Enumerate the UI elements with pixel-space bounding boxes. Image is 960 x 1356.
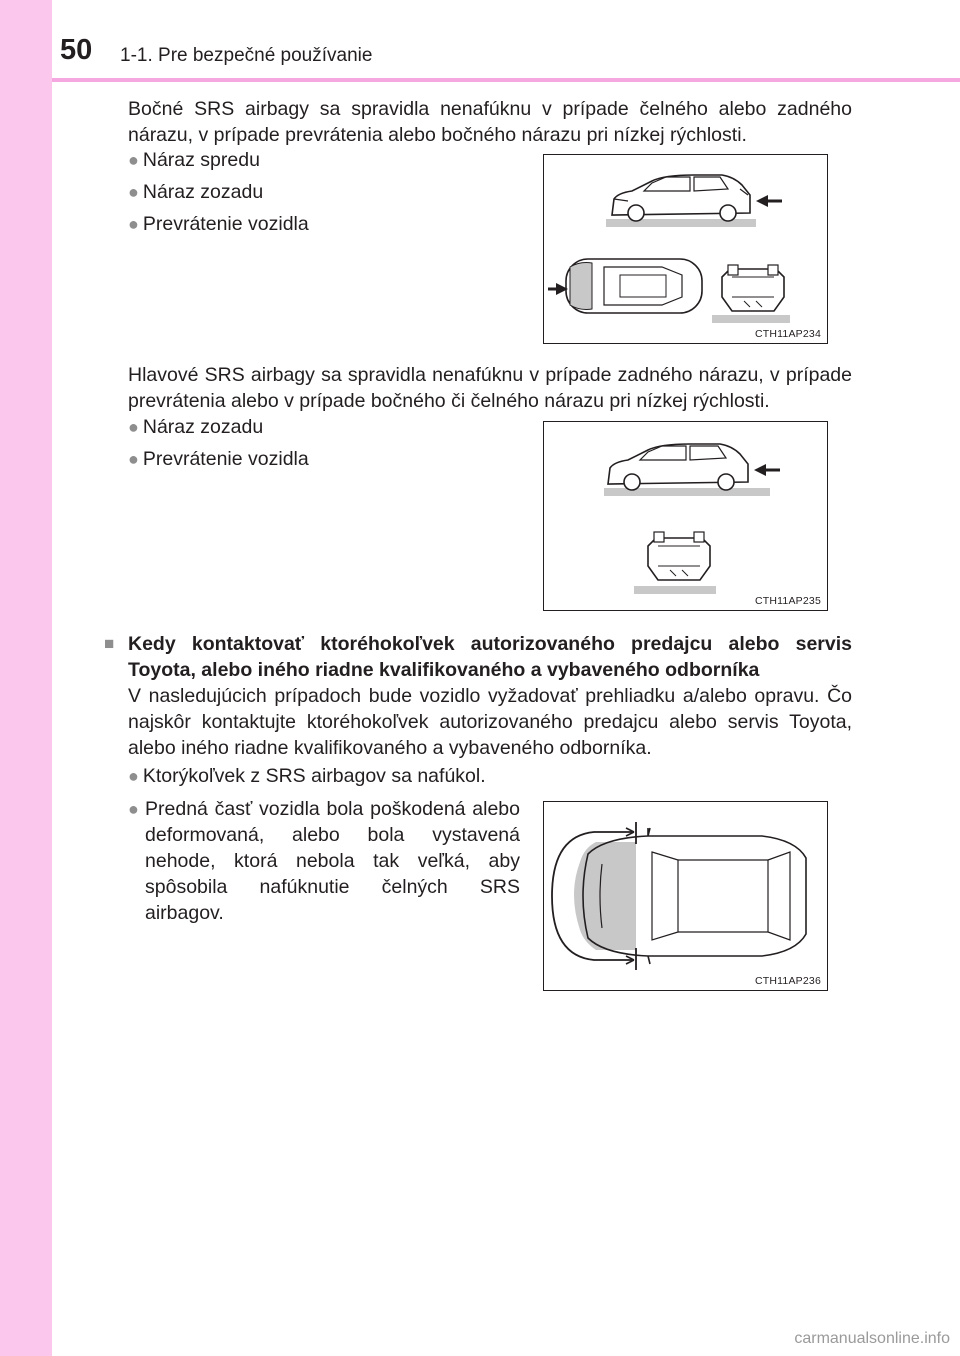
section-title: 1-1. Pre bezpečné používanie [120, 45, 373, 66]
figure-code: CTH11AP235 [754, 595, 821, 607]
figure-front-damage [543, 801, 828, 991]
bullet-text: Prevrátenie vozidla [142, 448, 309, 470]
bullet-item [128, 179, 263, 205]
bullet-item [128, 796, 520, 926]
car-illustration [544, 155, 827, 343]
left-margin-bar [0, 0, 52, 1356]
figure-code: CTH11AP236 [754, 975, 821, 987]
circle-bullet-icon: ● [128, 182, 139, 202]
car-illustration [544, 802, 827, 990]
circle-bullet-icon: ● [128, 150, 139, 170]
bullet-text: Náraz zozadu [142, 416, 264, 438]
curtain-airbags-intro: Hlavové SRS airbagy sa spravidla nenafúknu v prípade zadného nárazu, v prípade prevrátenia alebo v prípade bočného či čelného nárazu pri nízkej rýchlosti. [128, 364, 852, 412]
page-number: 50 [60, 34, 93, 66]
contact-body: V nasledujúcich prípadoch bude vozidlo vyžadovať prehliadku a/alebo opravu. Čo najskôr kontaktujte ktoréhokoľvek autorizovaného predajcu alebo servis Toyota, alebo iného riadne kvalifikovaného a vybaveného odborníka. [128, 685, 852, 759]
bullet-item [128, 211, 309, 237]
figure-side-airbag-cases [543, 154, 828, 344]
bullet-text: Predná časť vozidla bola poškodená alebo deformovaná, alebo bola vystavená nehode, ktorá nebola tak veľká, aby spôsobila nafúknutie čelných SRS airbagov. [145, 798, 520, 924]
bullet-item [128, 414, 263, 440]
footer-watermark: carmanualsonline.info [794, 1330, 950, 1347]
circle-bullet-icon: ● [128, 417, 139, 437]
side-airbags-intro: Bočné SRS airbagy sa spravidla nenafúknu v prípade čelného alebo zadného nárazu, v prípade prevrátenia alebo bočného nárazu pri nízkej rýchlosti. [128, 98, 852, 146]
bullet-text: Náraz zozadu [142, 181, 264, 203]
bullet-text: Náraz spredu [142, 149, 260, 171]
bullet-item [128, 446, 309, 472]
contact-heading: Kedy kontaktovať ktoréhokoľvek autorizovaného predajcu alebo servis Toyota, alebo iného riadne kvalifikovaného a vybaveného odborníka [128, 633, 852, 681]
square-marker-icon: ■ [104, 634, 115, 653]
circle-bullet-icon: ● [128, 449, 139, 469]
bullet-item [128, 147, 260, 173]
bullet-item [128, 763, 486, 789]
circle-bullet-icon: ● [128, 214, 139, 234]
circle-bullet-icon: ● [128, 766, 139, 786]
header-band [52, 0, 960, 78]
car-illustration [544, 422, 827, 610]
header-rule [52, 78, 960, 82]
bullet-text: Ktorýkoľvek z SRS airbagov sa nafúkol. [142, 765, 486, 787]
circle-bullet-icon: ● [128, 799, 139, 819]
figure-curtain-airbag-cases [543, 421, 828, 611]
bullet-text: Prevrátenie vozidla [142, 213, 309, 235]
figure-code: CTH11AP234 [754, 328, 821, 340]
